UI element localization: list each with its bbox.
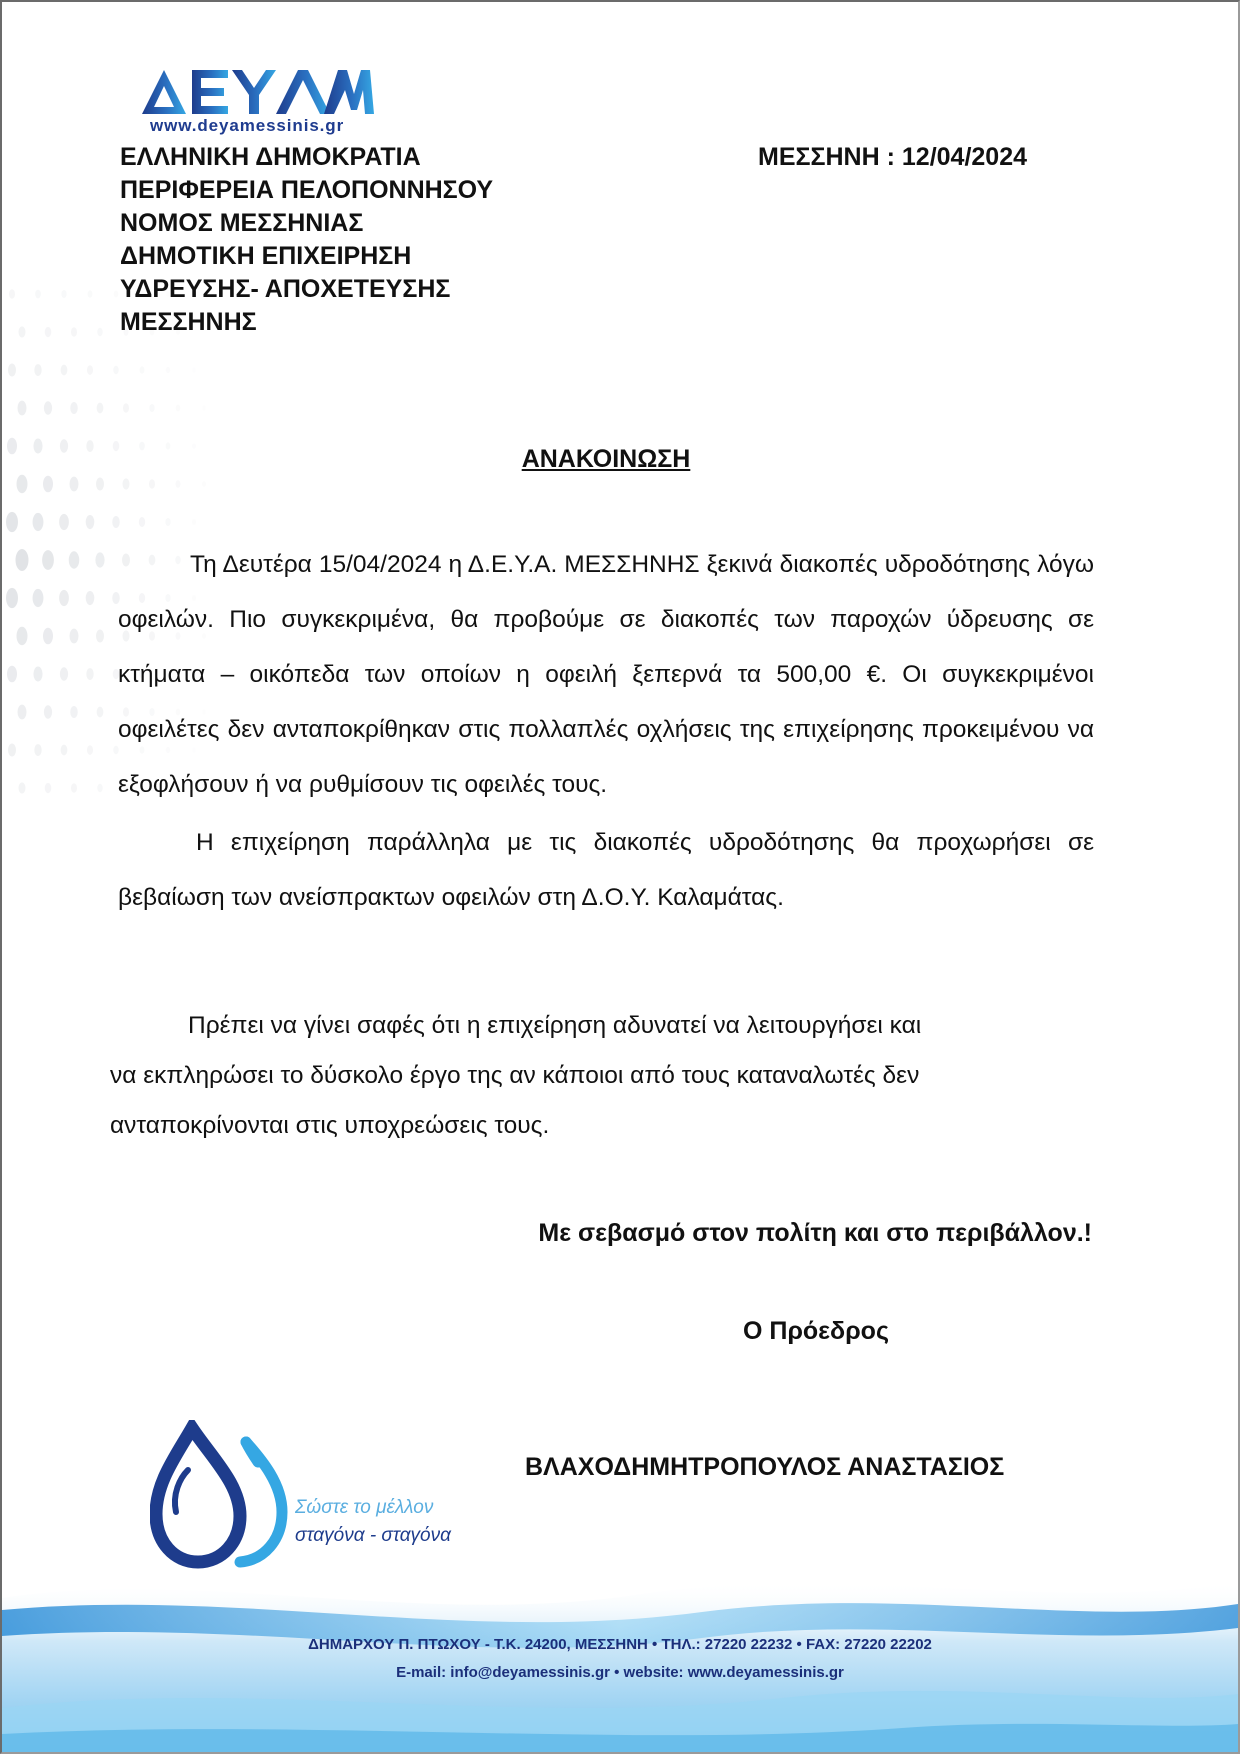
signatory-role: Ο Πρόεδρος bbox=[743, 1317, 889, 1345]
closing-line: Με σεβασμό στον πολίτη και στο περιβάλλον.! bbox=[538, 1219, 1092, 1247]
paragraph-line: ανταποκρίνονται στις υποχρεώσεις τους. bbox=[110, 1112, 550, 1139]
header-line: ΝΟΜΟΣ ΜΕΣΣΗΝΙΑΣ bbox=[120, 209, 364, 237]
paragraph-line: Πρέπει να γίνει σαφές ότι η επιχείρηση αδυνατεί να λειτουργήσει και bbox=[188, 1012, 922, 1039]
signatory-name: ΒΛΑΧΟΔΗΜΗΤΡΟΠΟΥΛΟΣ ΑΝΑΣΤΑΣΙΟΣ bbox=[525, 1453, 1005, 1481]
slogan-line: σταγόνα - σταγόνα bbox=[295, 1525, 451, 1546]
issuer-header bbox=[120, 141, 493, 339]
paragraph: Τη Δευτέρα 15/04/2024 η Δ.Ε.Υ.Α. ΜΕΣΣΗΝΗΣ ξεκινά διακοπές υδροδότησης λόγω οφειλών. Πιο συγκεκριμένα, θα προβούμε σε διακοπές των παροχών ύδρευσης σε κτήματα – οικόπεδα των οποίων η οφειλή ξεπερνά τα 500,00 €. Οι συγκεκριμένοι οφειλέτες δεν ανταποκρίθηκαν στις πολλαπλές οχλήσεις της επιχείρησης προκειμένου να εξοφλήσουν ή να ρυθμίσουν τις οφειλές τους. bbox=[118, 551, 1094, 798]
header-line: ΥΔΡΕΥΣΗΣ- ΑΠΟΧΕΤΕΥΣΗΣ bbox=[120, 275, 451, 303]
water-wave-footer bbox=[2, 1558, 1238, 1752]
paragraph-line: να εκπληρώσει το δύσκολο έργο της αν κάποιοι από τους καταναλωτές δεν bbox=[110, 1062, 920, 1089]
deyam-wordmark-logo bbox=[138, 66, 374, 116]
place-and-date: ΜΕΣΣΗΝΗ : 12/04/2024 bbox=[758, 143, 1028, 171]
header-line: ΕΛΛΗΝΙΚΗ ΔΗΜΟΚΡΑΤΙΑ bbox=[120, 143, 421, 171]
announcement-body-closing-paragraph bbox=[110, 1001, 1090, 1151]
document-title: ΑΝΑΚΟΙΝΩΣΗ bbox=[521, 445, 691, 473]
announcement-body bbox=[118, 537, 1094, 925]
footer-address: ΔΗΜΑΡΧΟΥ Π. ΠΤΩΧΟΥ - Τ.Κ. 24200, ΜΕΣΣΗΝΗ • ΤΗΛ.: 27220 22232 • FAX: 27220 22202 bbox=[308, 1636, 932, 1653]
deyam-logo bbox=[138, 66, 378, 138]
slogan-line: Σώστε το μέλλον bbox=[295, 1497, 434, 1518]
footer-contact: E-mail: info@deyamessinis.gr • website: www.deyamessinis.gr bbox=[396, 1664, 844, 1681]
campaign-slogan bbox=[295, 1494, 451, 1550]
header-line: ΠΕΡΙΦΕΡΕΙΑ ΠΕΛΟΠΟΝΝΗΣΟΥ bbox=[120, 176, 494, 204]
paragraph: Η επιχείρηση παράλληλα με τις διακοπές υδροδότησης θα προχωρήσει σε βεβαίωση των ανείσπρακτων οφειλών στη Δ.Ο.Υ. Καλαμάτας. bbox=[118, 829, 1094, 911]
logo-website: www.deyamessinis.gr bbox=[150, 116, 345, 135]
header-line: ΔΗΜΟΤΙΚΗ ΕΠΙΧΕΙΡΗΣΗ bbox=[120, 242, 412, 270]
water-drops-icon bbox=[150, 1420, 295, 1570]
header-line: ΜΕΣΣΗΝΗΣ bbox=[120, 308, 257, 336]
